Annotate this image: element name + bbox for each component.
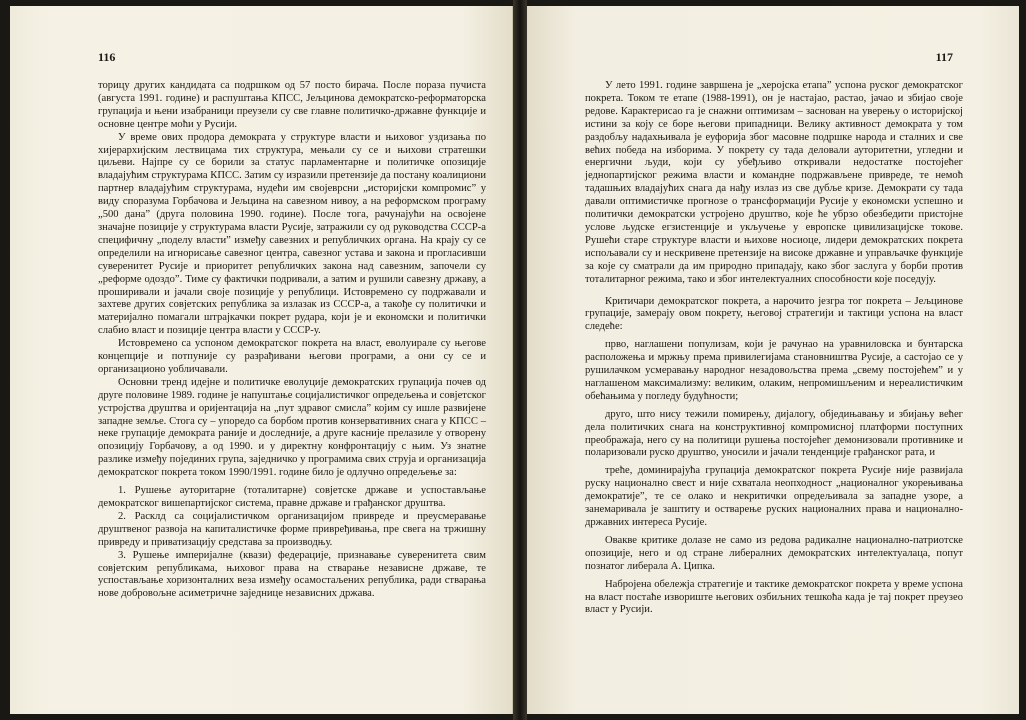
book-gutter	[513, 0, 527, 720]
page-number-left: 116	[98, 50, 116, 64]
numbered-item: 1. Рушење ауторитарне (тоталитарне) совјетске државе и успостављање демократског вишепартијског система, правне државе и грађанског друштва.	[98, 485, 486, 509]
paragraph: Овакве критике долазе не само из редова радикалне национално-патриотске опозиције, него и од стране либералних демократских интелектуалаца, попут познатог либерала А. Ципка.	[585, 534, 963, 572]
list-item: прво, наглашени популизам, који је рачунао на уравниловска и бунтарска расположења и мржњу према привилегијама становништва Русије, а састојао се у рушилачком усмеравању народног незадовољства према „свему постојећем” и у наглашеном максимализму: великим, олаким, непромишљеним и нереалистичким обећањима у погледу будућности;	[585, 339, 963, 402]
paragraph: У лето 1991. године завршена је „херојска етапа” успона руског демократског покрета. Током те етапе (1988-1991), он је настајао, растао, јачао и збијао своје редове. Карактерисао га је снажни оптимизам – заснован на уверењу о историјској истини за коју се боре његови припадници. Велику активност демократа у том раздобљу надахњивала је еуфорија због масовне подршке народа и сталних и све већих победа на изборима. У покрету су тада деловали ауторитетни, угледни и енергични људи, који су убеђљиво откривали недостатке постојећег једнопартијског режима власти и командне подржављене привреде, те немоћ тадашњих владајућих снага да нађу излаз из све дубље кризе. Демократи су тада давали оптимистичке прогнозе о трансформацији Русије у економски успешно и политички демократски устројено друштво, које ће убрзо обезбедити пристојне услове људске егзистенције и укључење у европске цивилизацијске токове. Рушећи старе структуре власти и њихове носиоце, лидери демократских покрета испољавали су и нескривене претензије на високе државне и управљачке функције за које су сматрали да им природно припадају, како због заслуга у борби против тоталитарног режима, тако и због интелектуалних способности које поседују.	[585, 80, 963, 285]
right-page	[527, 6, 1019, 714]
left-page-body	[98, 80, 486, 601]
paragraph: торицу других кандидата са подршком од 57 посто бирача. После пораза пучиста (августа 1991. године) и распуштања КПСС, Јељцинова демократско-реформаторска групација и њени изабраници преузели су све главне политичко-државне функције и основне центре моћи у Русији.	[98, 80, 486, 130]
right-page-body	[585, 80, 963, 617]
numbered-item: 2. Расклд са социјалистичком организацијом привреде и преусмеравање друштвеног развоја на капиталистичке форме привређивања, пре свега на тржишну привреду и приватизацију средстава за производњу.	[98, 510, 486, 548]
numbered-item: 3. Рушење империјалне (квази) федерације, признавање суверенитета свим совјетским републикама, њиховог права на стварање независне државе, те успостављање хоризонталних веза између осамостаљених република, ради стварања нове добровољне асиметричне заједнице независних држава.	[98, 549, 486, 600]
paragraph: Набројена обележја стратегије и тактике демократског покрета у време успона на власт постаће извориште његових озбиљних тешкоћа када је тај покрет преузео власт у Русији.	[585, 578, 963, 616]
page-number-right: 117	[935, 50, 953, 64]
paragraph: Истовремено са успоном демократског покрета на власт, еволуирале су његове концепције и потпуније су разрађивани његови програми, а они су се и организационо уобличавали.	[98, 338, 486, 375]
list-item: друго, што нису тежили помирењу, дијалогу, обједињавању и збијању већег дела политичких снага на конструктивној компромисној платформи поступних преображаја, него су на политици рушења постојећег демонизовали противнике и поларизовали руско друштво, уносили и јачали тенденције грађанског рата, и	[585, 408, 963, 459]
paragraph: У време ових продора демократа у структуре власти и њиховог уздизања по хијерархијским лествицама тих структура, мењали су се и њихови стратешки циљеви. Најпре су се борили за статус парламентарне и политичке опозиције владајућим структурама КПСС. Затим су изразили претензије да постану коалициони партнер владајућим структурама, нудећи им својеврсни „историјски компромис” у виду споразума Горбачова и Јељцина на савезном нивоу, а на реформском програму „500 дана” (друга половина 1990. године). После тога, рачунајући на освојене значајне позиције у структурама власти Русије, затражили су од руководства СССР-а специфичну „поделу власти” између савезних и републичких органа. На крају су се определили на игнорисање савезног центра, савезног устава и закона и прогласивши суверенитет Русије и приоритет републичких закона над савезним, започели су „реформе одоздо”. Тиме су фактички подривали, а затим и рушили савезну државу, а проширивали и јачали своје позиције у републици. Истовремено су подржавали и захтеве других совјетских република за излазак из СССР-а, а такође су политички и материјално помагали штрајкачки покрет рудара, који је и економски и политички слабио власт и позиције центра власти у СССР-у.	[98, 131, 486, 337]
list-item: треће, доминирајућа групација демократског покрета Русије није развијала руску национално свест и није схватала неопходност „националног укорењивања демократије”, те се олако и некритички опредељивала за западне узоре, а занемаривала је заштиту и остварење руских националних права и национално-државних интереса Русије.	[585, 465, 963, 528]
paragraph: Основни тренд идејне и политичке еволуције демократских групација почев од друге половине 1989. године је напуштање социјалистичког опредељења и совјетског устројства друштва и оријентација на „пут здравог смисла” којим су ишле развијене западне земље. Стога су – упоредо са борбом против конзервативних снага у КПСС – неке групације демократа раније и доследније, а друге касније прелазиле у отворену опозицију Горбачову, а од 1990. и у директну конфронтацију с њим. Уз знатне разлике између појединих група, заједничко у програмима свих струја и организација демократског покрета током 1990/1991. године било је одлучно опредељење за:	[98, 376, 486, 479]
paragraph: Критичари демократског покрета, а нарочито језгра тог покрета – Јељцинове групације, замерају овом покрету, његовој стратегији и тактици успона на власт следеће:	[585, 295, 963, 333]
left-page	[10, 6, 513, 714]
